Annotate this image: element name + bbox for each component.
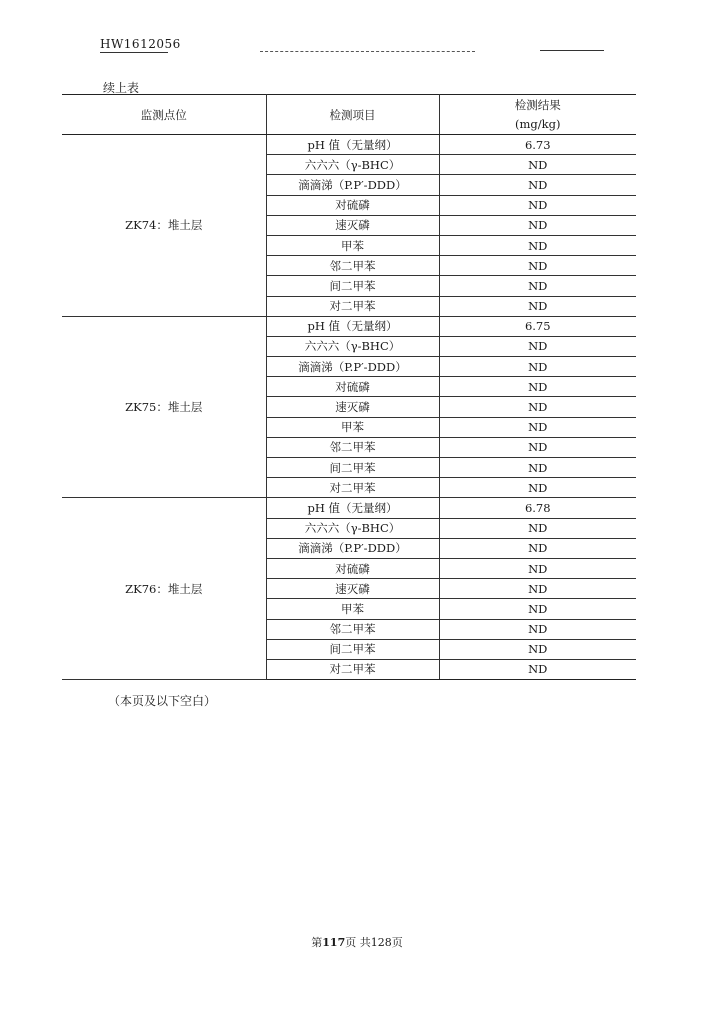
item-cell: 六六六（γ-BHC） bbox=[266, 336, 439, 356]
page-number-current: 117 bbox=[322, 936, 346, 949]
item-cell: 邻二甲苯 bbox=[266, 437, 439, 457]
header-rule-middle bbox=[260, 51, 475, 52]
result-cell: ND bbox=[439, 417, 636, 437]
result-cell: ND bbox=[439, 518, 636, 538]
site-cell: ZK75：堆土层 bbox=[62, 316, 266, 498]
result-cell: ND bbox=[439, 478, 636, 498]
result-cell: ND bbox=[439, 377, 636, 397]
result-cell: ND bbox=[439, 437, 636, 457]
result-cell: ND bbox=[439, 296, 636, 316]
table-body bbox=[62, 135, 636, 680]
column-header-site: 监测点位 bbox=[62, 95, 266, 135]
item-cell: 滴滴涕（P.P′-DDD） bbox=[266, 175, 439, 195]
item-cell: 间二甲苯 bbox=[266, 639, 439, 659]
result-cell: ND bbox=[439, 659, 636, 679]
item-cell: 甲苯 bbox=[266, 235, 439, 255]
column-header-item: 检测项目 bbox=[266, 95, 439, 135]
page-number-suffix: 页 bbox=[391, 936, 403, 949]
item-cell: 六六六（γ-BHC） bbox=[266, 518, 439, 538]
table-caption: 续上表 bbox=[103, 81, 140, 95]
result-cell: ND bbox=[439, 579, 636, 599]
result-cell: ND bbox=[439, 357, 636, 377]
result-cell: ND bbox=[439, 195, 636, 215]
result-cell: ND bbox=[439, 215, 636, 235]
item-cell: 甲苯 bbox=[266, 599, 439, 619]
site-cell: ZK74：堆土层 bbox=[62, 135, 266, 317]
results-table bbox=[62, 94, 636, 680]
item-cell: pH 值（无量纲） bbox=[266, 498, 439, 518]
item-cell: 对二甲苯 bbox=[266, 478, 439, 498]
item-cell: 邻二甲苯 bbox=[266, 619, 439, 639]
column-header-result-unit: (mg/kg) bbox=[515, 116, 561, 131]
page-number bbox=[0, 934, 714, 950]
result-cell: ND bbox=[439, 639, 636, 659]
page-number-prefix: 第 bbox=[311, 936, 323, 949]
table-row bbox=[62, 135, 636, 155]
item-cell: 对硫磷 bbox=[266, 558, 439, 578]
page-number-middle: 页 共 bbox=[345, 936, 371, 949]
table-header-row bbox=[62, 95, 636, 135]
result-cell: ND bbox=[439, 155, 636, 175]
item-cell: 滴滴涕（P.P′-DDD） bbox=[266, 357, 439, 377]
result-cell: ND bbox=[439, 599, 636, 619]
item-cell: pH 值（无量纲） bbox=[266, 316, 439, 336]
item-cell: 速灭磷 bbox=[266, 215, 439, 235]
result-cell: ND bbox=[439, 619, 636, 639]
item-cell: 间二甲苯 bbox=[266, 276, 439, 296]
table-row bbox=[62, 316, 636, 336]
column-header-result-title: 检测结果 bbox=[514, 97, 561, 112]
header-rule-right bbox=[540, 50, 604, 51]
result-cell: ND bbox=[439, 397, 636, 417]
item-cell: 对二甲苯 bbox=[266, 296, 439, 316]
item-cell: 六六六（γ-BHC） bbox=[266, 155, 439, 175]
item-cell: 滴滴涕（P.P′-DDD） bbox=[266, 538, 439, 558]
result-cell: ND bbox=[439, 538, 636, 558]
blank-page-note: （本页及以下空白） bbox=[108, 694, 217, 708]
result-cell: ND bbox=[439, 558, 636, 578]
site-cell: ZK76：堆土层 bbox=[62, 498, 266, 680]
table-row bbox=[62, 498, 636, 518]
result-cell: ND bbox=[439, 276, 636, 296]
result-cell: 6.78 bbox=[439, 498, 636, 518]
item-cell: 对硫磷 bbox=[266, 195, 439, 215]
result-cell: ND bbox=[439, 256, 636, 276]
item-cell: 速灭磷 bbox=[266, 579, 439, 599]
item-cell: 速灭磷 bbox=[266, 397, 439, 417]
item-cell: pH 值（无量纲） bbox=[266, 135, 439, 155]
item-cell: 对硫磷 bbox=[266, 377, 439, 397]
header-rule-left bbox=[100, 52, 168, 53]
item-cell: 间二甲苯 bbox=[266, 458, 439, 478]
column-header-result bbox=[439, 95, 636, 135]
item-cell: 对二甲苯 bbox=[266, 659, 439, 679]
result-cell: ND bbox=[439, 458, 636, 478]
item-cell: 邻二甲苯 bbox=[266, 256, 439, 276]
report-code: HW1612056 bbox=[100, 37, 181, 51]
result-cell: 6.73 bbox=[439, 135, 636, 155]
page-number-total: 128 bbox=[370, 936, 392, 949]
result-cell: ND bbox=[439, 175, 636, 195]
item-cell: 甲苯 bbox=[266, 417, 439, 437]
result-cell: ND bbox=[439, 336, 636, 356]
result-cell: 6.75 bbox=[439, 316, 636, 336]
result-cell: ND bbox=[439, 235, 636, 255]
